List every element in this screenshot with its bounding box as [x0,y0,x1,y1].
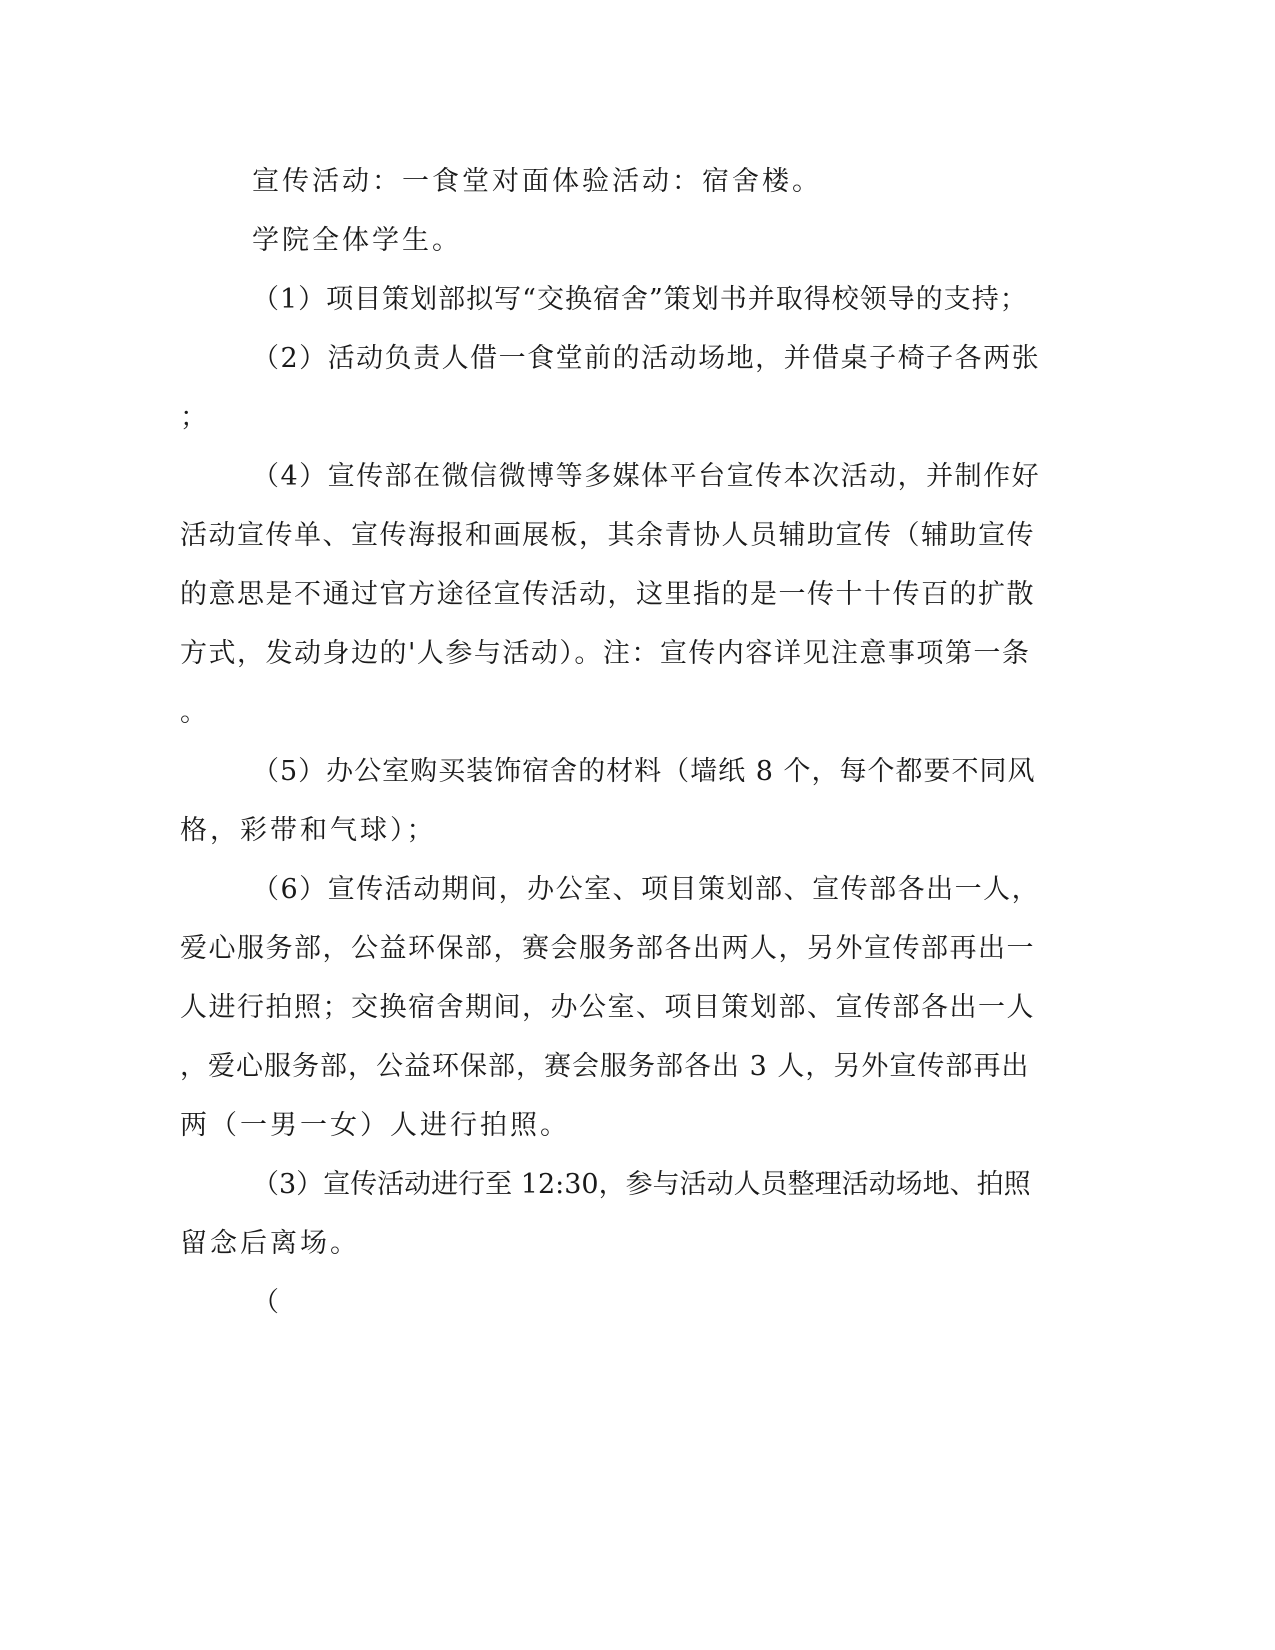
text-line: 人进行拍照；交换宿舍期间，办公室、项目策划部、宣传部各出一人 [180,992,1035,1023]
text-line: （6）宣传活动期间，办公室、项目策划部、宣传部各出一人， [252,874,1041,905]
text-line: 格，彩带和气球）； [180,815,437,846]
text-line: 的意思是不通过官方途径宣传活动，这里指的是一传十十传百的扩散 [180,579,1035,610]
text-line: ； [180,402,210,433]
text-line: （2）活动负责人借一食堂前的活动场地，并借桌子椅子各两张 [252,343,1041,374]
text-line: 爱心服务部，公益环保部，赛会服务部各出两人，另外宣传部再出一 [180,933,1035,964]
text-line: 。 [180,697,210,728]
text-line: 活动宣传单、宣传海报和画展板，其余青协人员辅助宣传（辅助宣传 [180,520,1035,551]
text-line: （4）宣传部在微信微博等多媒体平台宣传本次活动，并制作好 [252,461,1041,492]
text-line: （ [252,1287,282,1318]
text-line: （3）宣传活动进行至 12:30，参与活动人员整理活动场地、拍照 [252,1169,1031,1200]
text-line: 两（一男一女）人进行拍照。 [180,1110,570,1141]
text-line: ，爱心服务部，公益环保部，赛会服务部各出 3 人，另外宣传部再出 [180,1051,1030,1082]
text-line: 留念后离场。 [180,1228,360,1259]
text-line: （5）办公室购买装饰宿舍的材料（墙纸 8 个，每个都要不同风 [252,756,1036,787]
text-line: （1）项目策划部拟写“交换宿舍”策划书并取得校领导的支持； [252,284,1028,315]
text-line: 宣传活动：一食堂对面体验活动：宿舍楼。 [252,166,822,197]
text-line: 方式，发动身边的'人参与活动）。注：宣传内容详见注意事项第一条 [180,638,1031,669]
text-line: 学院全体学生。 [252,225,462,256]
